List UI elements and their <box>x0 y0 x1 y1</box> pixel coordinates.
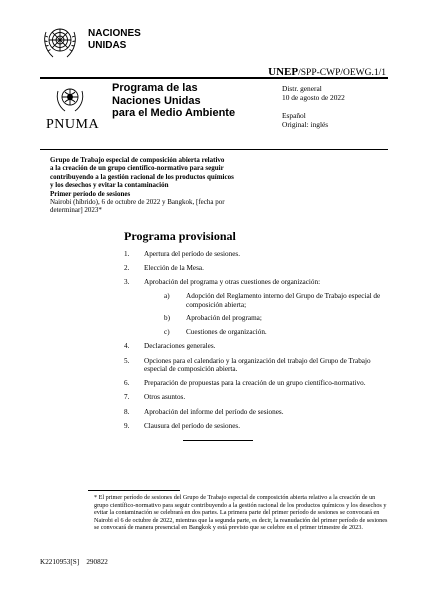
un-emblem-icon <box>40 22 80 62</box>
distribution-info: Distr. general 10 de agosto de 2022 Español Original: inglés <box>282 84 345 129</box>
section-rule <box>40 149 388 150</box>
agenda-item: 4. Declaraciones generales. <box>124 342 216 351</box>
agenda-item: 2. Elección de la Mesa. <box>124 264 204 273</box>
program-name: Programa de las Naciones Unidas para el Medio Ambiente <box>112 82 236 119</box>
meeting-info: Grupo de Trabajo especial de composición abierta relativo a la creación de un grupo científico-normativo para seguir contribuyendo a la gestión racional de los productos químicos y los desechos y evitar la contaminación Primer período de sesiones Nairobi (híbrido), 6 de octubre de 2022 y Bangkok, [fecha por determinar] 2023* <box>50 156 234 215</box>
job-number: K2210953[S] 290822 <box>40 558 108 566</box>
agenda-subitem: b) Aprobación del programa; <box>164 314 262 323</box>
agenda-item: 8. Aprobación del informe del período de sesiones. <box>124 407 284 416</box>
end-separator <box>183 440 253 441</box>
agenda-item: 6. Preparación de propuestas para la creación de un grupo científico-normativo. <box>124 379 366 388</box>
agenda-item: 3. Aprobación del programa y otras cuestiones de organización: a) Adopción del Reglamento interno del Grupo de Trabajo especial de composición abierta; b) Aprobación del programa; c) Cuestiones de organización. <box>124 278 384 336</box>
pnuma-wordmark: PNUMA <box>46 117 100 132</box>
agenda-item: 9. Clausura del período de sesiones. <box>124 421 241 430</box>
agenda-subitem: a) Adopción del Reglamento interno del Grupo de Trabajo especial de composición abierta; <box>164 291 381 309</box>
document-title: Programa provisional <box>124 229 236 243</box>
agenda-list <box>124 250 384 436</box>
un-name: NACIONES UNIDAS <box>88 28 141 51</box>
agenda-item: 1. Apertura del período de sesiones. <box>124 250 241 258</box>
agenda-item: 7. Otros asuntos. <box>124 393 186 402</box>
footnote: * El primer período de sesiones del Grupo de Trabajo especial de composición abierta relativo a la creación de un grupo científico-normativo para seguir contribuyendo a la gestión racional de los productos químicos y los desechos y evitar la contaminación se celebrará en dos partes. La primera parte del primer período de sesiones se convocará en Nairobi el 6 de octubre de 2022, mientras que la segunda parte, es decir, la reanudación del primer período de sesiones se convocará de manera presencial en Bangkok y está previsto que se celebre en el primer trimestre de 2023. <box>94 494 388 532</box>
pnuma-emblem-icon <box>54 83 86 115</box>
header-rule <box>40 77 388 79</box>
agenda-item: 5. Opciones para el calendario y la organización del trabajo del Grupo de Trabajo especial de composición abierta. <box>124 356 371 374</box>
document-symbol: UNEP/SPP-CWP/OEWG.1/1 <box>268 66 386 78</box>
agenda-subitem: c) Cuestiones de organización. <box>164 328 267 337</box>
footnote-rule <box>88 490 180 491</box>
